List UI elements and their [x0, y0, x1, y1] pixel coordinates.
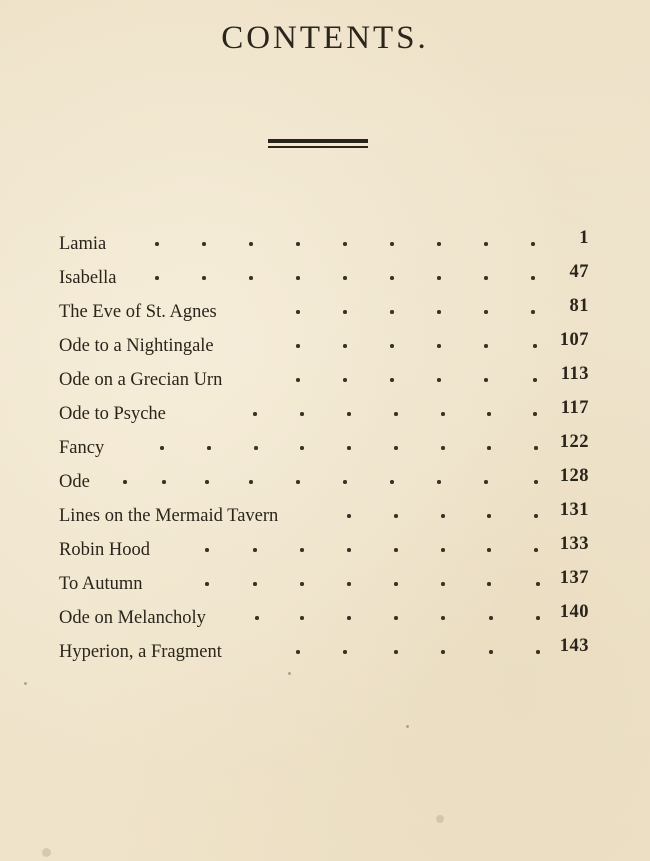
entry-title: Fancy: [59, 438, 105, 458]
toc-entry: [0, 296, 650, 332]
leader-dot: [437, 378, 441, 382]
toc-entry: [0, 602, 650, 638]
page-title: CONTENTS.: [221, 20, 429, 56]
leader-dot: [394, 616, 398, 620]
toc-entry: [0, 262, 650, 298]
entry-page-number: 143: [559, 636, 589, 656]
entry-title: Ode: [59, 472, 90, 492]
paper-stain: [42, 848, 51, 857]
paper-stain: [436, 815, 444, 823]
leader-dot: [347, 548, 351, 552]
leader-dot: [155, 242, 159, 246]
entry-title: Robin Hood: [59, 540, 150, 560]
entry-page-number: 131: [559, 500, 589, 520]
leader-dot: [534, 514, 538, 518]
toc-entry: [0, 364, 650, 400]
leader-dot: [202, 276, 206, 280]
leader-dot: [253, 548, 257, 552]
entry-title: Ode on Melancholy: [59, 608, 206, 628]
leader-dot: [394, 446, 398, 450]
leader-dot: [249, 480, 253, 484]
leader-dot: [296, 310, 300, 314]
entry-title: Ode on a Grecian Urn: [59, 370, 223, 390]
leader-dot: [394, 514, 398, 518]
leader-dot: [300, 616, 304, 620]
leader-dot: [484, 276, 488, 280]
leader-dot: [531, 242, 535, 246]
toc-entry: [0, 534, 650, 570]
leader-dot: [394, 412, 398, 416]
entry-page-number: 140: [559, 602, 589, 622]
leader-dot: [347, 582, 351, 586]
leader-dot: [531, 276, 535, 280]
entry-page-number: 107: [559, 330, 589, 350]
leader-dot: [300, 582, 304, 586]
leader-dot: [202, 242, 206, 246]
entry-page-number: 122: [559, 432, 589, 452]
leader-dot: [296, 344, 300, 348]
leader-dot: [347, 514, 351, 518]
entry-page-number: 47: [569, 262, 589, 282]
leader-dot: [205, 480, 209, 484]
leader-dot: [343, 344, 347, 348]
leader-dot: [487, 446, 491, 450]
leader-dot: [394, 548, 398, 552]
toc-entry: [0, 398, 650, 434]
leader-dot: [441, 650, 445, 654]
leader-dot: [487, 514, 491, 518]
leader-dot: [300, 446, 304, 450]
entry-title: Lamia: [59, 234, 107, 254]
leader-dot: [531, 310, 535, 314]
leader-dot: [487, 548, 491, 552]
leader-dot: [347, 616, 351, 620]
toc-entry: [0, 568, 650, 604]
leader-dot: [296, 378, 300, 382]
leader-dot: [536, 650, 540, 654]
leader-dot: [441, 582, 445, 586]
entry-page-number: 137: [559, 568, 589, 588]
leader-dot: [533, 412, 537, 416]
leader-dot: [255, 616, 259, 620]
entry-title: Lines on the Mermaid Tavern: [59, 506, 279, 526]
leader-dot: [437, 480, 441, 484]
toc-entry: [0, 636, 650, 672]
title-rule-thin: [268, 146, 368, 148]
entry-page-number: 133: [559, 534, 589, 554]
leader-dot: [390, 276, 394, 280]
leader-dot: [207, 446, 211, 450]
leader-dot: [254, 446, 258, 450]
leader-dot: [390, 344, 394, 348]
leader-dot: [343, 242, 347, 246]
leader-dot: [437, 344, 441, 348]
leader-dot: [343, 276, 347, 280]
leader-dot: [300, 548, 304, 552]
leader-dot: [390, 310, 394, 314]
leader-dot: [343, 310, 347, 314]
leader-dot: [489, 650, 493, 654]
leader-dot: [155, 276, 159, 280]
leader-dot: [533, 378, 537, 382]
entry-page-number: 81: [569, 296, 589, 316]
entry-title: To Autumn: [59, 574, 143, 594]
leader-dot: [296, 242, 300, 246]
leader-dot: [441, 616, 445, 620]
leader-dot: [249, 276, 253, 280]
leader-dot: [487, 412, 491, 416]
leader-dot: [296, 650, 300, 654]
leader-dot: [347, 446, 351, 450]
entry-title: Ode to a Nightingale: [59, 336, 214, 356]
leader-dot: [205, 582, 209, 586]
leader-dot: [162, 480, 166, 484]
leader-dot: [484, 242, 488, 246]
entry-page-number: 1: [579, 228, 589, 248]
leader-dot: [484, 480, 488, 484]
leader-dot: [441, 548, 445, 552]
leader-dot: [441, 514, 445, 518]
leader-dot: [160, 446, 164, 450]
leader-dot: [534, 446, 538, 450]
leader-dot: [484, 310, 488, 314]
toc-entry: [0, 466, 650, 502]
paper-speck: [288, 672, 291, 675]
leader-dot: [484, 378, 488, 382]
leader-dot: [394, 650, 398, 654]
entry-title: Hyperion, a Fragment: [59, 642, 222, 662]
leader-dot: [441, 412, 445, 416]
leader-dot: [534, 548, 538, 552]
entry-page-number: 117: [560, 398, 589, 418]
leader-dot: [390, 242, 394, 246]
entry-title: Isabella: [59, 268, 117, 288]
leader-dot: [343, 650, 347, 654]
toc-entry: [0, 330, 650, 366]
leader-dot: [437, 310, 441, 314]
entry-title: The Eve of St. Agnes: [59, 302, 217, 322]
leader-dot: [343, 378, 347, 382]
leader-dot: [296, 480, 300, 484]
leader-dot: [390, 480, 394, 484]
entry-page-number: 128: [559, 466, 589, 486]
leader-dot: [484, 344, 488, 348]
toc-entry: [0, 500, 650, 536]
toc-entry: [0, 228, 650, 264]
leader-dot: [534, 480, 538, 484]
leader-dot: [437, 242, 441, 246]
leader-dot: [205, 548, 209, 552]
leader-dot: [536, 616, 540, 620]
leader-dot: [343, 480, 347, 484]
paper-speck: [406, 725, 409, 728]
leader-dot: [441, 446, 445, 450]
leader-dot: [253, 412, 257, 416]
leader-dot: [296, 276, 300, 280]
leader-dot: [390, 378, 394, 382]
title-rule-thick: [268, 139, 368, 143]
leader-dot: [489, 616, 493, 620]
toc-entry: [0, 432, 650, 468]
leader-dot: [536, 582, 540, 586]
paper-speck: [24, 682, 27, 685]
leader-dot: [123, 480, 127, 484]
leader-dot: [394, 582, 398, 586]
leader-dot: [487, 582, 491, 586]
entry-page-number: 113: [560, 364, 589, 384]
leader-dot: [249, 242, 253, 246]
leader-dot: [437, 276, 441, 280]
leader-dot: [253, 582, 257, 586]
entry-title: Ode to Psyche: [59, 404, 166, 424]
leader-dot: [347, 412, 351, 416]
leader-dot: [533, 344, 537, 348]
leader-dot: [300, 412, 304, 416]
